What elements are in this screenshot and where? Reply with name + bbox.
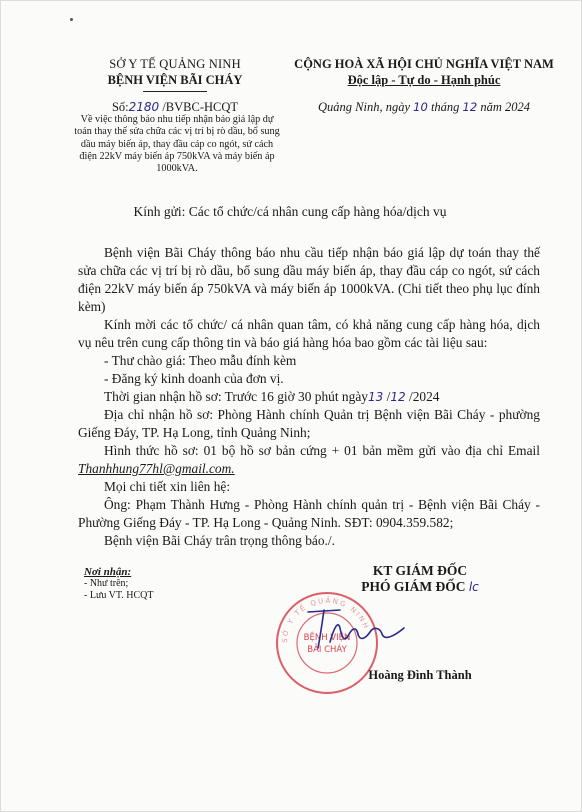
- signer-role-secondary: PHÓ GIÁM ĐỐC lc: [361, 579, 479, 594]
- handwritten-deadline-day: 13: [367, 390, 384, 404]
- document-number: Số:2180 /BVBC-HCQT: [111, 100, 239, 114]
- handwritten-day: 10: [413, 100, 428, 114]
- national-header: [290, 57, 558, 88]
- handwritten-initial: lc: [468, 580, 479, 594]
- greeting: Kính gửi: Các tổ chức/cá nhân cung cấp hàng hóa/dịch vụ: [133, 204, 447, 219]
- signer-name: Hoàng Đình Thành: [368, 668, 472, 682]
- list-item: - Thư chào giá: Theo mẫu đính kèm: [104, 353, 297, 368]
- paragraph-contact-intro: Mọi chi tiết xin liên hệ:: [104, 479, 231, 494]
- handwritten-number: 2180: [128, 100, 160, 114]
- place-and-date: Quảng Ninh, ngày 10 tháng 12 năm 2024: [318, 100, 530, 114]
- signer-role-primary: KT GIÁM ĐỐC: [372, 563, 468, 578]
- paragraph-invitation: Kính mời các tổ chức/ cá nhân quan tâm, có khả năng cung cấp hàng hóa, dịch vụ nêu trên cung cấp thông tin và báo giá hàng hóa bao gồm các tài liệu sau:: [78, 317, 540, 350]
- paragraph-closing: Bệnh viện Bãi Cháy trân trọng thông báo./.: [104, 533, 335, 548]
- paragraph-contact: Ông: Phạm Thành Hưng - Phòng Hành chính quản trị - Bệnh viện Bãi Cháy - Phường Giếng Đáy - TP. Hạ Long - Quảng Ninh. SĐT: 0904.359.582;: [78, 497, 540, 530]
- handwritten-month: 12: [462, 100, 478, 114]
- document-body: [78, 244, 540, 550]
- email-address: Thanhhung77hl@gmail.com.: [78, 461, 235, 476]
- paragraph-address: Địa chỉ nhận hồ sơ: Phòng Hành chính Quản trị Bệnh viện Bãi Cháy - phường Giếng Đáy, TP. Hạ Long, tỉnh Quảng Ninh;: [78, 407, 540, 440]
- list-item: - Đăng ký kinh doanh của đơn vị.: [104, 371, 284, 386]
- issuer-header: [60, 57, 290, 92]
- scan-dot: [70, 18, 73, 21]
- stamp-text-top: BỆNH VIỆN: [303, 633, 351, 643]
- recipient-item: - Như trên;: [84, 578, 129, 589]
- document-subject: Về việc thông báo nhu tiếp nhận báo giá lập dự toán thay thế sửa chữa các vị trí bị rò dầu, bổ sung dầu máy biến áp, thay đầu cáp co ngót, sứ cách điện 22kV máy biến áp 750kVA và máy biến áp 1000kVA.: [74, 114, 280, 175]
- stamp-ring-text: SỞ Y TẾ QUẢNG NINH: [280, 596, 371, 644]
- paragraph-format: Hình thức hồ sơ: 01 bộ hồ sơ bản cứng + 01 bản mềm gửi vào địa chỉ Email Thanhhung77hl@gmail.com.: [78, 443, 540, 476]
- stamp-text-bottom: BÃI CHÁY: [307, 645, 347, 655]
- handwritten-deadline-month: 12: [390, 390, 406, 404]
- organization-name: BỆNH VIỆN BÃI CHÁY: [107, 73, 243, 87]
- parent-organization: SỞ Y TẾ QUẢNG NINH: [109, 57, 241, 71]
- national-title: CỘNG HOÀ XÃ HỘI CHỦ NGHĨA VIỆT NAM: [294, 57, 554, 71]
- paragraph-deadline: Thời gian nhận hồ sơ: Trước 16 giờ 30 phút ngày13 /12 /2024: [104, 389, 440, 404]
- recipients-block: [84, 566, 264, 602]
- recipient-item: - Lưu VT. HCQT: [84, 590, 154, 601]
- national-motto: Độc lập - Tự do - Hạnh phúc: [347, 73, 501, 87]
- header-rule: [143, 91, 207, 92]
- paragraph-intro: Bệnh viện Bãi Cháy thông báo nhu cầu tiếp nhận báo giá lập dự toán thay thế sửa chữa các vị trí bị rò dầu, bổ sung dầu máy biến áp, thay đầu cáp co ngót, sứ cách điện 22kV máy biến áp 750kVA và máy biến áp 1000kVA. (Chi tiết theo phụ lục đính kèm): [78, 245, 540, 314]
- recipients-title: Nơi nhận:: [84, 566, 132, 578]
- handwritten-signature: [300, 598, 410, 658]
